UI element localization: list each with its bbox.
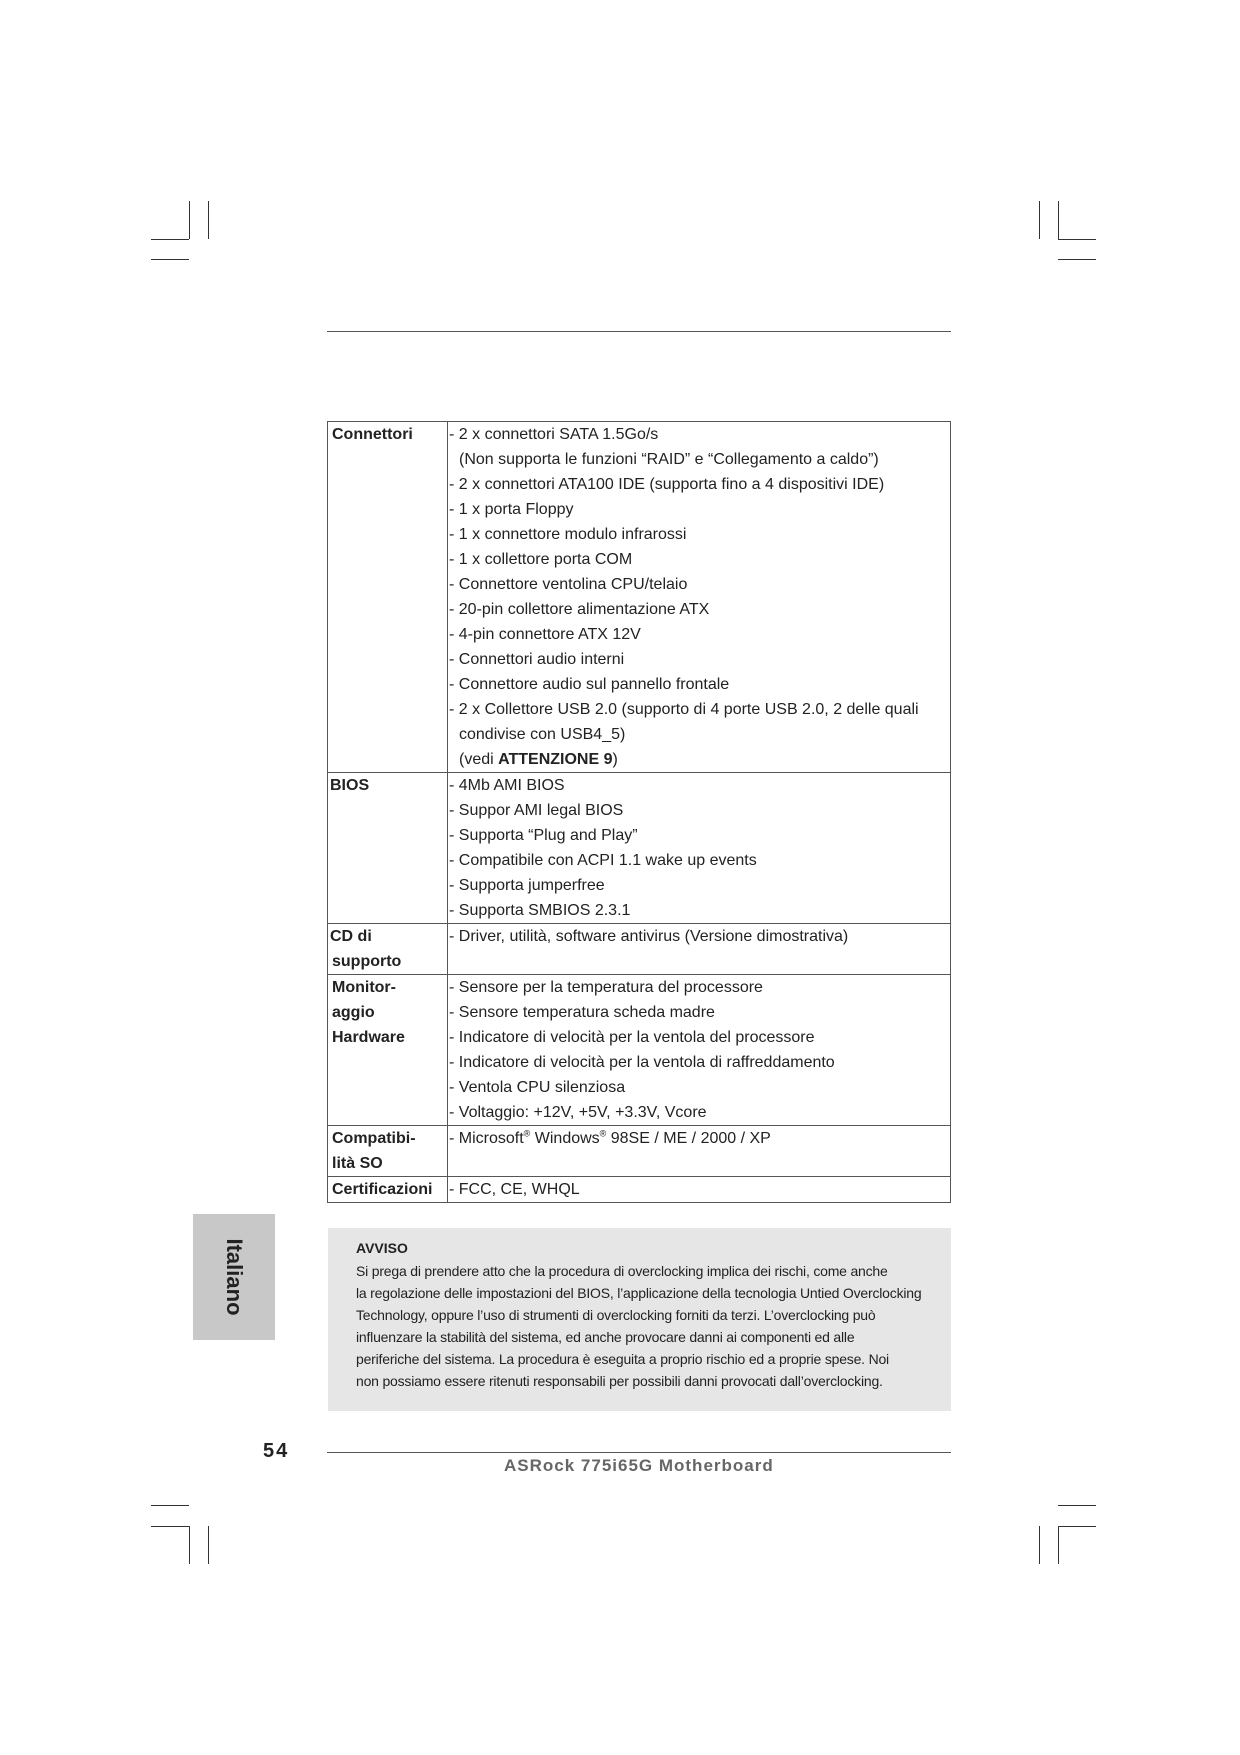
notice-title: AVVISO — [356, 1240, 408, 1256]
spec-item: (Non supporta le funzioni “RAID” e “Collegamento a caldo”) — [459, 451, 879, 468]
notice-line: Technology, oppure l’uso di strumenti di overclocking forniti da terzi. L’overclocking può — [356, 1307, 876, 1323]
header-rule — [327, 331, 951, 332]
spec-item-note — [449, 747, 946, 772]
notice-line: Si prega di prendere atto che la procedura di overclocking implica dei rischi, come anche — [356, 1263, 888, 1279]
spec-item: - Supporta “Plug and Play” — [449, 827, 638, 844]
spec-item: - Indicatore di velocità per la ventola del processore — [449, 1029, 815, 1046]
spec-row-certificazioni — [328, 1177, 951, 1203]
os-versions: 98SE / ME / 2000 / XP — [606, 1130, 771, 1147]
crop-mark — [189, 201, 190, 239]
registered-mark: ® — [599, 1128, 607, 1139]
spec-label — [328, 1126, 448, 1177]
spec-label — [328, 1177, 448, 1203]
spec-item: - Indicatore di velocità per la ventola di raffreddamento — [449, 1054, 835, 1071]
spec-row-bios — [328, 773, 951, 924]
crop-mark — [189, 1526, 190, 1564]
spec-label-line: CD di — [330, 928, 372, 945]
spec-row-os — [328, 1126, 951, 1177]
notice-body — [356, 1260, 941, 1392]
crop-mark — [151, 239, 189, 240]
crop-mark — [1058, 1526, 1096, 1527]
notice-line: influenzare la stabilità del sistema, ed anche provocare danni ai componenti ed alle — [356, 1329, 855, 1345]
spec-label-line: BIOS — [330, 777, 370, 794]
spec-items — [448, 1177, 951, 1203]
spec-item: - Connettori audio interni — [449, 651, 625, 668]
spec-label-line: lità SO — [332, 1155, 383, 1172]
spec-item: - Supporta SMBIOS 2.3.1 — [449, 902, 631, 919]
spec-label — [328, 773, 448, 924]
spec-label — [328, 924, 448, 975]
spec-item: - 1 x connettore modulo infrarossi — [449, 526, 687, 543]
spec-item: - 2 x connettori SATA 1.5Go/s — [449, 426, 659, 443]
spec-item: - Driver, utilità, software antivirus (Versione dimostrativa) — [449, 928, 849, 945]
registered-mark: ® — [523, 1128, 531, 1139]
spec-item: - 1 x porta Floppy — [449, 501, 574, 518]
crop-mark — [151, 1526, 189, 1527]
spec-items — [448, 1126, 951, 1177]
note-reference: ATTENZIONE 9 — [498, 751, 613, 768]
notice-line: la regolazione delle impostazioni del BIOS, l’applicazione della tecnologia Untied Overclocking — [356, 1285, 922, 1301]
notice-line: periferiche del sistema. La procedura è eseguita a proprio rischio ed a proprie spese. Noi — [356, 1351, 889, 1367]
spec-row-monitoraggio — [328, 975, 951, 1126]
crop-mark — [208, 1526, 209, 1564]
footer-title: ASRock 775i65G Motherboard — [504, 1456, 774, 1475]
spec-label-line: Connettori — [332, 426, 413, 443]
notice-line: non possiamo essere ritenuti responsabili per possibili danni provocati dall’overclocking. — [356, 1373, 883, 1389]
spec-item: - Connettore ventolina CPU/telaio — [449, 576, 688, 593]
spec-item: - 2 x Collettore USB 2.0 (supporto di 4 porte USB 2.0, 2 delle quali — [449, 701, 919, 718]
spec-items — [448, 773, 951, 924]
language-tab-label: Italiano — [222, 1238, 247, 1316]
spec-label-line: Certificazioni — [332, 1181, 433, 1198]
spec-label — [328, 975, 448, 1126]
spec-item: - Sensore temperatura scheda madre — [449, 1004, 715, 1021]
crop-mark — [208, 201, 209, 239]
spec-items — [448, 422, 951, 773]
spec-label-line: Hardware — [332, 1029, 405, 1046]
spec-items — [448, 975, 951, 1126]
crop-mark — [1058, 1526, 1059, 1564]
crop-mark — [151, 259, 189, 260]
spec-label-line: Monitor- — [332, 979, 396, 996]
crop-mark — [1058, 239, 1096, 240]
spec-item: - Sensore per la temperatura del processore — [449, 979, 763, 996]
spec-item: - Compatibile con ACPI 1.1 wake up events — [449, 852, 757, 869]
spec-row-cd — [328, 924, 951, 975]
spec-item: - Supporta jumperfree — [449, 877, 605, 894]
spec-row-connettori — [328, 422, 951, 773]
page-number: 54 — [263, 1440, 290, 1462]
crop-mark — [1058, 259, 1096, 260]
crop-mark — [151, 1505, 189, 1506]
spec-item: - 20-pin collettore alimentazione ATX — [449, 601, 710, 618]
spec-item: - 1 x collettore porta COM — [449, 551, 633, 568]
crop-mark — [1058, 1505, 1096, 1506]
crop-mark — [1039, 1526, 1040, 1564]
spec-item: - FCC, CE, WHQL — [449, 1181, 580, 1198]
spec-label-line: supporto — [332, 953, 402, 970]
spec-item: - 2 x connettori ATA100 IDE (supporta fino a 4 dispositivi IDE) — [449, 476, 885, 493]
spec-item: - Suppor AMI legal BIOS — [449, 802, 624, 819]
spec-item: - Connettore audio sul pannello frontale — [449, 676, 730, 693]
crop-mark — [1058, 201, 1059, 239]
os-vendor: - Microsoft — [449, 1130, 524, 1147]
spec-label-line: Compatibi- — [332, 1130, 416, 1147]
note-prefix: (vedi — [459, 751, 499, 768]
spec-item: - 4Mb AMI BIOS — [449, 777, 565, 794]
notice-box — [328, 1228, 951, 1411]
os-name: Windows — [530, 1130, 600, 1147]
note-suffix: ) — [612, 751, 618, 768]
language-tab — [193, 1214, 275, 1340]
crop-mark — [1039, 201, 1040, 239]
spec-items — [448, 924, 951, 975]
spec-item: condivise con USB4_5) — [459, 726, 626, 743]
spec-table — [327, 421, 951, 1203]
footer-rule — [327, 1452, 951, 1453]
spec-item-os — [449, 1126, 946, 1151]
spec-item: - Ventola CPU silenziosa — [449, 1079, 626, 1096]
spec-label — [328, 422, 448, 773]
spec-item: - Voltaggio: +12V, +5V, +3.3V, Vcore — [449, 1104, 707, 1121]
spec-item: - 4-pin connettore ATX 12V — [449, 626, 641, 643]
spec-label-line: aggio — [332, 1004, 375, 1021]
